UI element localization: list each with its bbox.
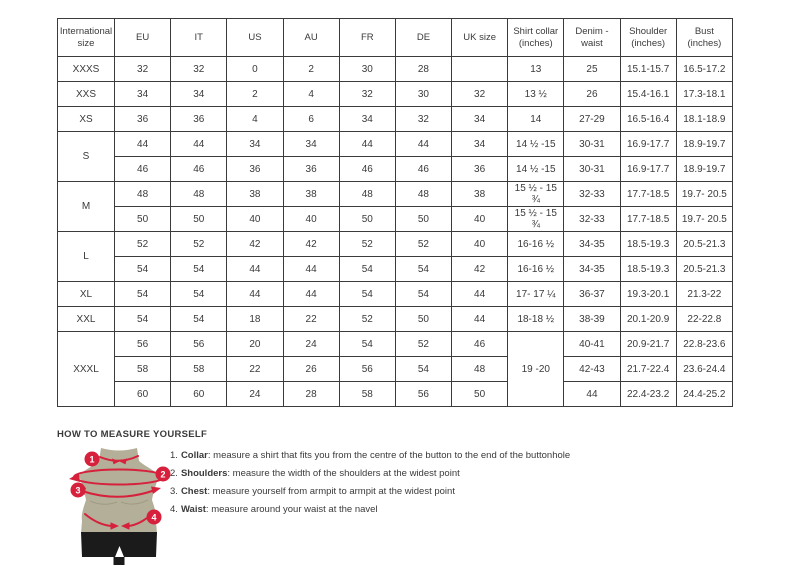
table-cell: 32-33 xyxy=(564,207,620,232)
column-header: IT xyxy=(171,19,227,57)
step-number: 1. xyxy=(170,450,178,461)
international-size-cell: S xyxy=(58,132,115,182)
table-row xyxy=(58,82,733,107)
table-cell: 16.5-16.4 xyxy=(620,107,676,132)
table-cell: 46 xyxy=(115,157,171,182)
table-cell: 44 xyxy=(452,282,508,307)
table-row xyxy=(58,107,733,132)
table-cell: 54 xyxy=(171,282,227,307)
table-row xyxy=(58,182,733,207)
international-size-cell: L xyxy=(58,232,115,282)
table-cell: 15.4-16.1 xyxy=(620,82,676,107)
table-cell: 18 xyxy=(227,307,283,332)
table-cell: 54 xyxy=(339,257,395,282)
table-cell: 16.9-17.7 xyxy=(620,132,676,157)
table-cell: 2 xyxy=(227,82,283,107)
table-cell: 34 xyxy=(452,132,508,157)
table-cell: 34 xyxy=(171,82,227,107)
table-cell: 56 xyxy=(115,332,171,357)
table-cell: 46 xyxy=(339,157,395,182)
table-cell: 40-41 xyxy=(564,332,620,357)
table-cell: 30 xyxy=(395,82,451,107)
table-cell: 60 xyxy=(115,382,171,407)
badge-collar xyxy=(85,452,100,467)
table-cell: 34 xyxy=(283,132,339,157)
column-header: US xyxy=(227,19,283,57)
step-description: : measure around your waist at the navel xyxy=(205,504,378,515)
svg-text:1: 1 xyxy=(89,454,95,465)
svg-text:4: 4 xyxy=(151,512,157,523)
table-cell: 20.9-21.7 xyxy=(620,332,676,357)
table-cell: 44 xyxy=(283,257,339,282)
table-cell: 38 xyxy=(227,182,283,207)
table-cell: 17.3-18.1 xyxy=(676,82,732,107)
table-cell: 18.5-19.3 xyxy=(620,257,676,282)
table-cell: 44 xyxy=(395,132,451,157)
table-cell: 44 xyxy=(339,132,395,157)
table-cell: 4 xyxy=(283,82,339,107)
table-cell: 28 xyxy=(283,382,339,407)
table-cell: 24.4-25.2 xyxy=(676,382,732,407)
table-cell: 50 xyxy=(452,382,508,407)
international-size-cell: XXXS xyxy=(58,57,115,82)
badge-chest xyxy=(71,483,86,498)
svg-text:2: 2 xyxy=(160,469,166,480)
table-row xyxy=(58,232,733,257)
table-cell: 32 xyxy=(452,82,508,107)
collar-merged-cell: 19 -20 xyxy=(508,332,564,407)
table-cell: 32 xyxy=(395,107,451,132)
table-cell: 36 xyxy=(115,107,171,132)
international-size-cell: XXS xyxy=(58,82,115,107)
table-cell: 48 xyxy=(339,182,395,207)
table-cell: 25 xyxy=(564,57,620,82)
table-cell: 36 xyxy=(283,157,339,182)
table-cell: 56 xyxy=(339,357,395,382)
table-cell: 20.5-21.3 xyxy=(676,257,732,282)
table-cell: 50 xyxy=(115,207,171,232)
table-cell: 15 ½ - 15 ¾ xyxy=(508,207,564,232)
table-cell: 32-33 xyxy=(564,182,620,207)
table-cell: 54 xyxy=(339,282,395,307)
table-cell: 42 xyxy=(283,232,339,257)
table-cell: 58 xyxy=(115,357,171,382)
table-cell: 15.1-15.7 xyxy=(620,57,676,82)
table-cell: 48 xyxy=(115,182,171,207)
table-cell: 50 xyxy=(395,207,451,232)
step-term: Waist xyxy=(180,504,206,515)
table-row xyxy=(58,157,733,182)
table-cell xyxy=(452,57,508,82)
table-cell: 16-16 ½ xyxy=(508,257,564,282)
step-term: Shoulders xyxy=(180,468,228,479)
table-cell: 44 xyxy=(115,132,171,157)
table-cell: 38 xyxy=(283,182,339,207)
table-cell: 48 xyxy=(395,182,451,207)
table-row xyxy=(58,357,733,382)
step-number: 3. xyxy=(170,486,178,497)
table-cell: 34-35 xyxy=(564,232,620,257)
step-term: Collar xyxy=(180,450,208,461)
table-cell: 54 xyxy=(395,257,451,282)
table-cell: 30-31 xyxy=(564,132,620,157)
table-cell: 54 xyxy=(395,357,451,382)
table-cell: 13 ½ xyxy=(508,82,564,107)
table-cell: 54 xyxy=(115,282,171,307)
table-cell: 54 xyxy=(395,282,451,307)
column-header: Shoulder (inches) xyxy=(620,19,676,57)
table-cell: 46 xyxy=(452,332,508,357)
step-description: : measure the width of the shoulders at the widest point xyxy=(227,468,460,479)
table-cell: 18.9-19.7 xyxy=(676,132,732,157)
table-cell: 21.7-22.4 xyxy=(620,357,676,382)
table-cell: 26 xyxy=(564,82,620,107)
table-cell: 14 ½ -15 xyxy=(508,157,564,182)
table-cell: 52 xyxy=(395,332,451,357)
step-term: Chest xyxy=(180,486,208,497)
step-description: : measure a shirt that fits you from the centre of the button to the end of the buttonhole xyxy=(207,450,571,461)
table-cell: 56 xyxy=(395,382,451,407)
mannequin-shorts xyxy=(81,532,157,557)
table-cell: 34 xyxy=(227,132,283,157)
shoulder-arrow xyxy=(69,473,80,482)
table-cell: 17- 17 ¼ xyxy=(508,282,564,307)
column-header: International size xyxy=(58,19,115,57)
table-row xyxy=(58,207,733,232)
table-cell: 34 xyxy=(339,107,395,132)
table-cell: 22 xyxy=(227,357,283,382)
table-cell: 19.7- 20.5 xyxy=(676,182,732,207)
table-cell: 48 xyxy=(452,357,508,382)
table-cell: 22 xyxy=(283,307,339,332)
table-cell: 36 xyxy=(227,157,283,182)
badge-shoulders xyxy=(156,467,171,482)
mannequin-figure xyxy=(60,444,238,566)
table-cell: 50 xyxy=(339,207,395,232)
table-cell: 18.9-19.7 xyxy=(676,157,732,182)
table-cell: 46 xyxy=(171,157,227,182)
table-cell: 52 xyxy=(171,232,227,257)
table-cell: 20.5-21.3 xyxy=(676,232,732,257)
table-cell: 6 xyxy=(283,107,339,132)
table-cell: 54 xyxy=(115,257,171,282)
column-header: Bust (inches) xyxy=(676,19,732,57)
column-header: FR xyxy=(339,19,395,57)
table-row xyxy=(58,282,733,307)
table-row xyxy=(58,332,733,357)
table-cell: 22.8-23.6 xyxy=(676,332,732,357)
international-size-cell: XL xyxy=(58,282,115,307)
table-cell: 14 ½ -15 xyxy=(508,132,564,157)
international-size-cell: XS xyxy=(58,107,115,132)
table-cell: 52 xyxy=(395,232,451,257)
table-cell: 17.7-18.5 xyxy=(620,207,676,232)
table-cell: 38 xyxy=(452,182,508,207)
international-size-cell: XXXL xyxy=(58,332,115,407)
table-cell: 44 xyxy=(564,382,620,407)
badge-waist xyxy=(147,510,162,525)
svg-text:3: 3 xyxy=(75,485,81,496)
table-cell: 28 xyxy=(395,57,451,82)
table-cell: 24 xyxy=(227,382,283,407)
table-cell: 38-39 xyxy=(564,307,620,332)
column-header: Shirt collar (inches) xyxy=(508,19,564,57)
column-header: AU xyxy=(283,19,339,57)
table-cell: 56 xyxy=(171,332,227,357)
table-cell: 18.1-18.9 xyxy=(676,107,732,132)
table-cell: 54 xyxy=(171,257,227,282)
table-cell: 16.5-17.2 xyxy=(676,57,732,82)
table-cell: 0 xyxy=(227,57,283,82)
table-cell: 58 xyxy=(171,357,227,382)
table-cell: 20.1-20.9 xyxy=(620,307,676,332)
table-cell: 17.7-18.5 xyxy=(620,182,676,207)
table-cell: 52 xyxy=(339,307,395,332)
table-cell: 18.5-19.3 xyxy=(620,232,676,257)
measurement-diagram-svg xyxy=(60,444,238,566)
table-cell: 14 xyxy=(508,107,564,132)
table-cell: 4 xyxy=(227,107,283,132)
column-header: DE xyxy=(395,19,451,57)
table-cell: 30-31 xyxy=(564,157,620,182)
measure-section-title: HOW TO MEASURE YOURSELF xyxy=(57,429,208,440)
table-cell: 40 xyxy=(452,207,508,232)
table-cell: 42-43 xyxy=(564,357,620,382)
table-cell: 22.4-23.2 xyxy=(620,382,676,407)
table-cell: 40 xyxy=(227,207,283,232)
step-description: : measure yourself from armpit to armpit at the widest point xyxy=(207,486,455,497)
column-header: EU xyxy=(115,19,171,57)
size-chart-header-row xyxy=(58,19,733,57)
table-cell: 21.3-22 xyxy=(676,282,732,307)
table-cell: 30 xyxy=(339,57,395,82)
table-cell: 34 xyxy=(115,82,171,107)
table-cell: 48 xyxy=(171,182,227,207)
table-cell: 44 xyxy=(227,282,283,307)
table-cell: 26 xyxy=(283,357,339,382)
table-cell: 44 xyxy=(227,257,283,282)
table-cell: 19.3-20.1 xyxy=(620,282,676,307)
table-cell: 50 xyxy=(171,207,227,232)
table-cell: 40 xyxy=(283,207,339,232)
table-cell: 32 xyxy=(115,57,171,82)
table-cell: 36 xyxy=(452,157,508,182)
table-cell: 58 xyxy=(339,382,395,407)
table-cell: 16.9-17.7 xyxy=(620,157,676,182)
table-cell: 34-35 xyxy=(564,257,620,282)
table-cell: 22-22.8 xyxy=(676,307,732,332)
table-cell: 15 ½ - 15 ¾ xyxy=(508,182,564,207)
table-cell: 54 xyxy=(339,332,395,357)
table-cell: 44 xyxy=(452,307,508,332)
column-header: Denim - waist xyxy=(564,19,620,57)
table-cell: 36-37 xyxy=(564,282,620,307)
table-cell: 54 xyxy=(115,307,171,332)
table-cell: 42 xyxy=(452,257,508,282)
table-cell: 44 xyxy=(171,132,227,157)
international-size-cell: M xyxy=(58,182,115,232)
mannequin-stand xyxy=(114,557,125,565)
table-cell: 34 xyxy=(452,107,508,132)
column-header: UK size xyxy=(452,19,508,57)
table-cell: 13 xyxy=(508,57,564,82)
table-row xyxy=(58,57,733,82)
table-cell: 36 xyxy=(171,107,227,132)
table-row xyxy=(58,257,733,282)
table-cell: 20 xyxy=(227,332,283,357)
table-cell: 27-29 xyxy=(564,107,620,132)
table-cell: 46 xyxy=(395,157,451,182)
international-size-cell: XXL xyxy=(58,307,115,332)
table-cell: 24 xyxy=(283,332,339,357)
table-cell: 2 xyxy=(283,57,339,82)
table-row xyxy=(58,382,733,407)
table-cell: 42 xyxy=(227,232,283,257)
table-cell: 40 xyxy=(452,232,508,257)
table-row xyxy=(58,307,733,332)
size-chart-table xyxy=(57,18,733,407)
step-number: 4. xyxy=(170,504,178,515)
table-cell: 52 xyxy=(339,232,395,257)
table-cell: 32 xyxy=(339,82,395,107)
table-cell: 54 xyxy=(171,307,227,332)
step-number: 2. xyxy=(170,468,178,479)
table-cell: 60 xyxy=(171,382,227,407)
table-cell: 50 xyxy=(395,307,451,332)
table-cell: 32 xyxy=(171,57,227,82)
table-cell: 16-16 ½ xyxy=(508,232,564,257)
table-cell: 18-18 ½ xyxy=(508,307,564,332)
table-row xyxy=(58,132,733,157)
table-cell: 44 xyxy=(283,282,339,307)
table-cell: 52 xyxy=(115,232,171,257)
table-cell: 19.7- 20.5 xyxy=(676,207,732,232)
table-cell: 23.6-24.4 xyxy=(676,357,732,382)
